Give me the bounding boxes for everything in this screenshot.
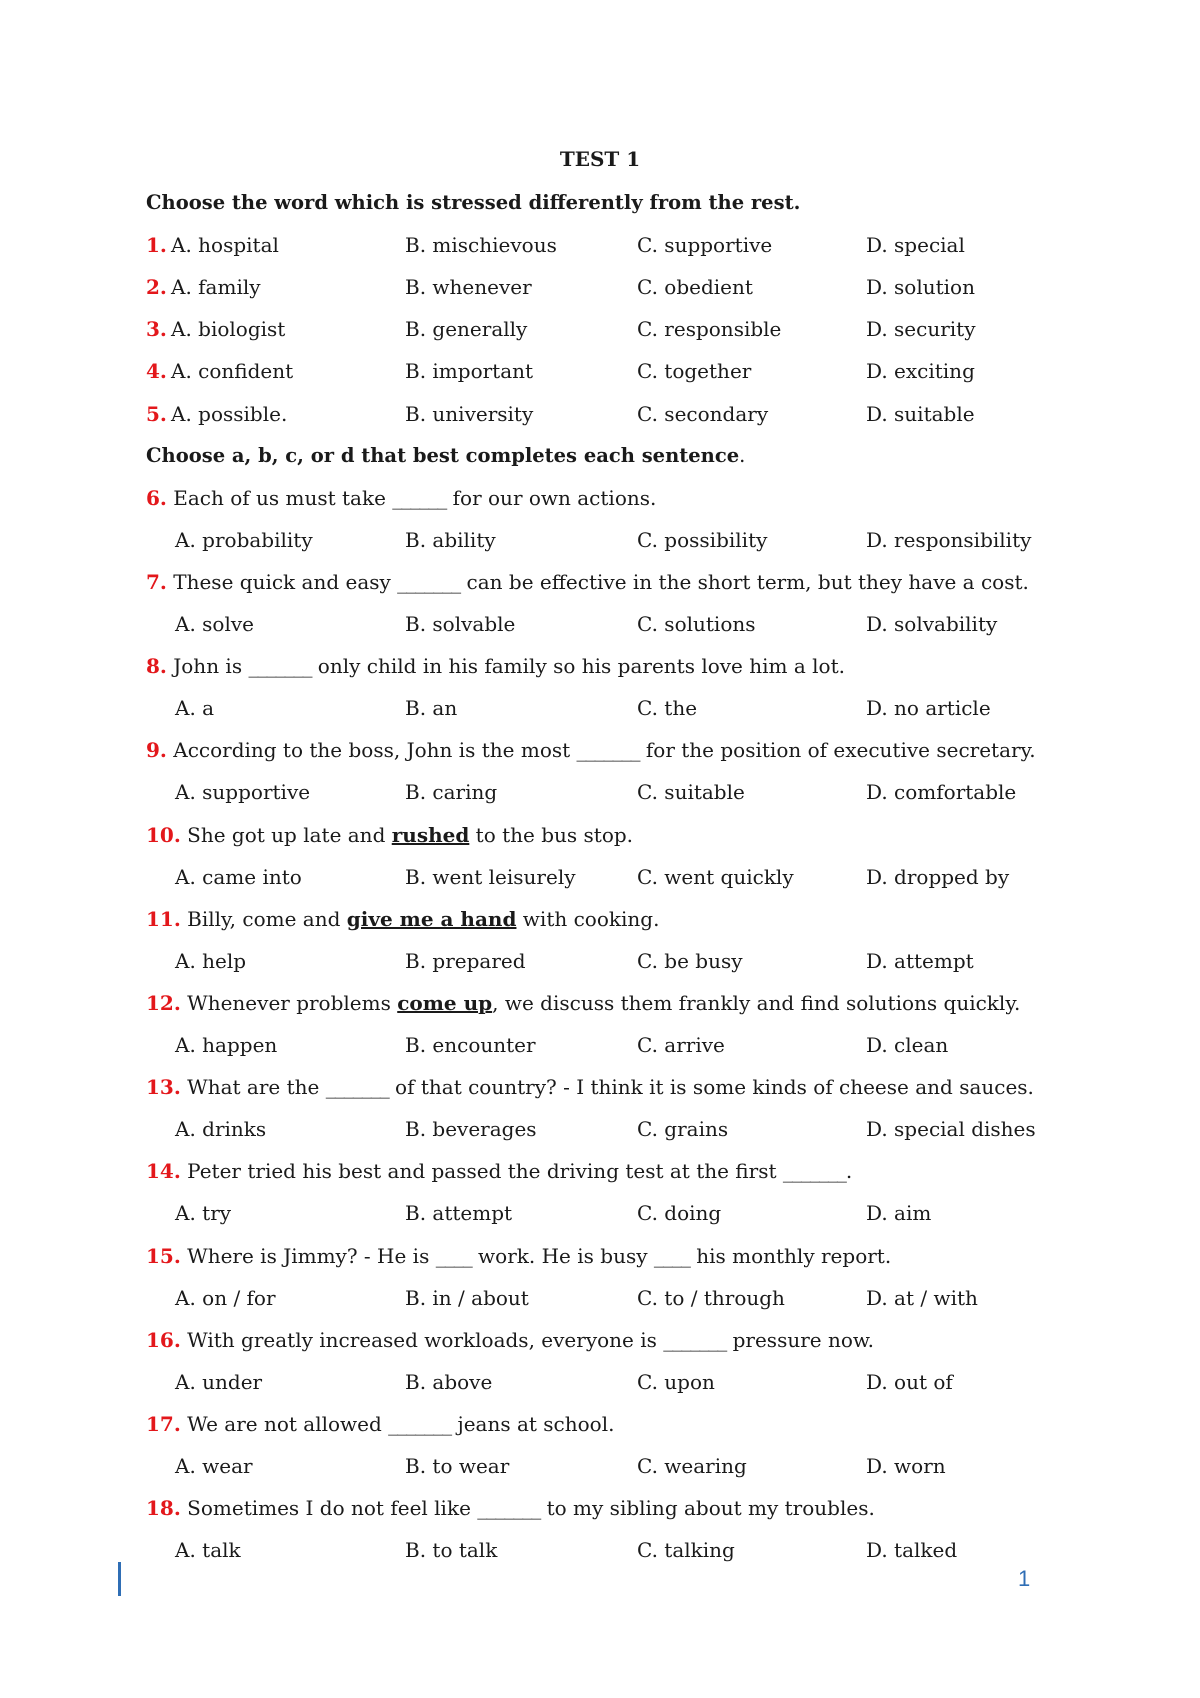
option-c: C. wearing	[637, 1454, 747, 1478]
answer-blank: _______	[248, 654, 312, 679]
option-b: B. prepared	[405, 948, 526, 973]
question-stem	[146, 569, 1029, 595]
option-d: D. solution	[866, 275, 975, 300]
question-stem	[146, 1243, 891, 1269]
question-stem	[146, 485, 656, 511]
question-text: for the position of executive secretary.	[639, 738, 1036, 763]
option-d: D. out of	[866, 1369, 953, 1394]
answer-blank: _______	[782, 1159, 846, 1184]
option-a: A. probability	[175, 527, 313, 552]
option-b: B. above	[405, 1369, 493, 1394]
answer-blank: _______	[388, 1411, 452, 1436]
option-d: D. worn	[866, 1454, 946, 1478]
question-text: These quick and easy	[166, 569, 398, 594]
option-b: B. generally	[405, 317, 528, 342]
answer-blank: _______	[663, 1327, 727, 1352]
option-b: B. university	[405, 401, 534, 426]
option-a: A. drinks	[175, 1117, 267, 1142]
question-stem	[146, 1158, 852, 1184]
question-number: 13.	[146, 1075, 181, 1100]
question-number: 9.	[146, 738, 167, 763]
option-d: D. dropped by	[866, 864, 1010, 889]
question-text: can be effective in the short term, but they have a cost.	[460, 569, 1029, 594]
question-text: Whenever problems	[180, 990, 398, 1015]
question-text: Sometimes I do not feel like	[180, 1496, 478, 1521]
option-c: C. doing	[637, 1201, 722, 1226]
question-number: 3.	[146, 317, 167, 342]
option-b: B. to talk	[405, 1538, 498, 1563]
option-a: A. wear	[175, 1454, 253, 1478]
option-d: D. attempt	[866, 948, 974, 973]
question-text: What are the	[180, 1075, 326, 1100]
option-c: C. talking	[637, 1538, 735, 1563]
option-b: B. an	[405, 696, 458, 721]
question-number: 11.	[146, 906, 181, 931]
option-a: A. supportive	[175, 780, 311, 805]
question-text: , we discuss them frankly and find solutions quickly.	[492, 990, 1021, 1015]
question-stem	[146, 990, 1020, 1016]
option-c: C. be busy	[637, 948, 743, 973]
section-heading-completion	[146, 443, 745, 469]
question-text: with cooking.	[516, 906, 660, 931]
answer-blank: _______	[325, 1075, 389, 1100]
option-c: C. possibility	[637, 527, 768, 552]
underlined-phrase: come up	[397, 990, 493, 1015]
option-d: D. comfortable	[866, 780, 1017, 805]
question-number: 5.	[146, 401, 167, 426]
option-a: A. hospital	[171, 233, 279, 258]
question-number: 10.	[146, 822, 181, 847]
test-title: TEST 1	[559, 147, 641, 171]
question-text: of that country? - I think it is some kinds of cheese and sauces.	[388, 1075, 1034, 1100]
option-d: D. clean	[866, 1033, 949, 1057]
question-text: She got up late and	[180, 822, 392, 847]
option-a: A. try	[175, 1201, 232, 1226]
option-d: D. responsibility	[866, 527, 1032, 552]
option-a: A. family	[171, 275, 261, 300]
section-heading-period: .	[739, 443, 746, 467]
question-text: work. He is busy	[471, 1243, 654, 1268]
option-d: D. security	[866, 317, 976, 342]
section-heading-stress: Choose the word which is stressed differently from the rest.	[146, 191, 801, 214]
question-number: 16.	[146, 1327, 181, 1352]
option-b: B. to wear	[405, 1454, 510, 1478]
question-number: 17.	[146, 1411, 181, 1436]
option-a: A. on / for	[175, 1285, 276, 1310]
question-text: Billy, come and	[180, 906, 347, 931]
question-stem	[146, 653, 845, 679]
answer-blank: _______	[397, 569, 461, 594]
option-d: D. exciting	[866, 359, 975, 384]
option-b: B. mischievous	[405, 233, 557, 258]
option-c: C. obedient	[637, 275, 753, 300]
page-number: 1	[1018, 1566, 1031, 1591]
option-c: C. upon	[637, 1369, 715, 1394]
question-number: 12.	[146, 990, 181, 1015]
option-d: D. at / with	[866, 1285, 978, 1310]
option-b: B. went leisurely	[405, 864, 576, 889]
question-number: 14.	[146, 1159, 181, 1184]
question-text: We are not allowed	[180, 1411, 389, 1436]
option-b: B. beverages	[405, 1117, 537, 1142]
option-b: B. ability	[405, 527, 496, 552]
option-b: B. encounter	[405, 1033, 536, 1057]
answer-blank: ____	[435, 1243, 472, 1268]
question-stem	[146, 822, 633, 848]
option-c: C. arrive	[637, 1033, 725, 1057]
option-b: B. caring	[405, 780, 498, 805]
option-c: C. went quickly	[637, 864, 794, 889]
question-stem	[146, 1327, 874, 1353]
answer-blank: ____	[653, 1243, 690, 1268]
question-number: 15.	[146, 1243, 181, 1268]
question-number: 6.	[146, 485, 167, 510]
question-text: According to the boss, John is the most	[166, 738, 577, 763]
option-b: B. attempt	[405, 1201, 513, 1226]
option-a: A. talk	[175, 1538, 241, 1563]
question-text: John is	[166, 654, 249, 679]
question-text: for our own actions.	[446, 485, 657, 510]
question-text: his monthly report.	[689, 1243, 892, 1268]
option-a: A. biologist	[171, 317, 286, 342]
option-c: C. secondary	[637, 401, 769, 426]
underlined-phrase: rushed	[391, 822, 470, 847]
question-number: 8.	[146, 654, 167, 679]
option-c: C. the	[637, 696, 698, 721]
option-d: D. special	[866, 233, 965, 258]
question-number: 2.	[146, 275, 167, 300]
option-b: B. in / about	[405, 1285, 529, 1310]
question-text: With greatly increased workloads, everyone is	[180, 1327, 664, 1352]
option-c: C. supportive	[637, 233, 773, 258]
option-d: D. solvability	[866, 612, 998, 636]
option-a: A. possible.	[171, 401, 288, 426]
option-c: C. to / through	[637, 1285, 785, 1310]
question-text: .	[845, 1159, 853, 1184]
option-d: D. special dishes	[866, 1117, 1036, 1142]
question-stem	[146, 1495, 875, 1521]
option-a: A. help	[175, 948, 247, 973]
section-heading-text: Choose a, b, c, or d that best completes each sentence	[146, 443, 740, 467]
answer-blank: _______	[576, 738, 640, 763]
underlined-phrase: give me a hand	[346, 906, 517, 931]
option-c: C. responsible	[637, 317, 782, 342]
answer-blank: _______	[477, 1496, 541, 1521]
question-text: Each of us must take	[166, 485, 393, 510]
question-stem	[146, 906, 659, 932]
question-number: 7.	[146, 569, 167, 594]
option-b: B. important	[405, 359, 534, 384]
option-c: C. grains	[637, 1117, 729, 1142]
option-d: D. talked	[866, 1538, 958, 1563]
option-d: D. no article	[866, 696, 991, 721]
question-text: Peter tried his best and passed the driving test at the first	[180, 1159, 783, 1184]
question-text: pressure now.	[726, 1327, 874, 1352]
option-b: B. solvable	[405, 612, 516, 636]
question-stem	[146, 1074, 1034, 1100]
option-a: A. under	[175, 1369, 263, 1394]
question-text: Where is Jimmy? - He is	[180, 1243, 436, 1268]
option-c: C. solutions	[637, 612, 756, 636]
question-text: to my sibling about my troubles.	[540, 1496, 875, 1521]
question-stem	[146, 737, 1036, 763]
question-text: only child in his family so his parents love him a lot.	[311, 654, 845, 679]
answer-blank: ______	[392, 485, 447, 510]
question-number: 4.	[146, 359, 167, 384]
question-text: jeans at school.	[451, 1411, 615, 1436]
option-c: C. suitable	[637, 780, 745, 805]
option-b: B. whenever	[405, 275, 532, 300]
question-number: 18.	[146, 1496, 181, 1521]
option-c: C. together	[637, 359, 752, 384]
option-d: D. aim	[866, 1201, 932, 1226]
option-d: D. suitable	[866, 401, 975, 426]
option-a: A. solve	[175, 612, 254, 636]
question-text: to the bus stop.	[469, 822, 634, 847]
question-stem	[146, 1411, 614, 1437]
option-a: A. happen	[175, 1033, 278, 1057]
option-a: A. confident	[171, 359, 294, 384]
footer-accent-bar	[118, 1562, 121, 1596]
question-number: 1.	[146, 233, 167, 258]
option-a: A. came into	[175, 864, 302, 889]
option-a: A. a	[175, 696, 215, 721]
